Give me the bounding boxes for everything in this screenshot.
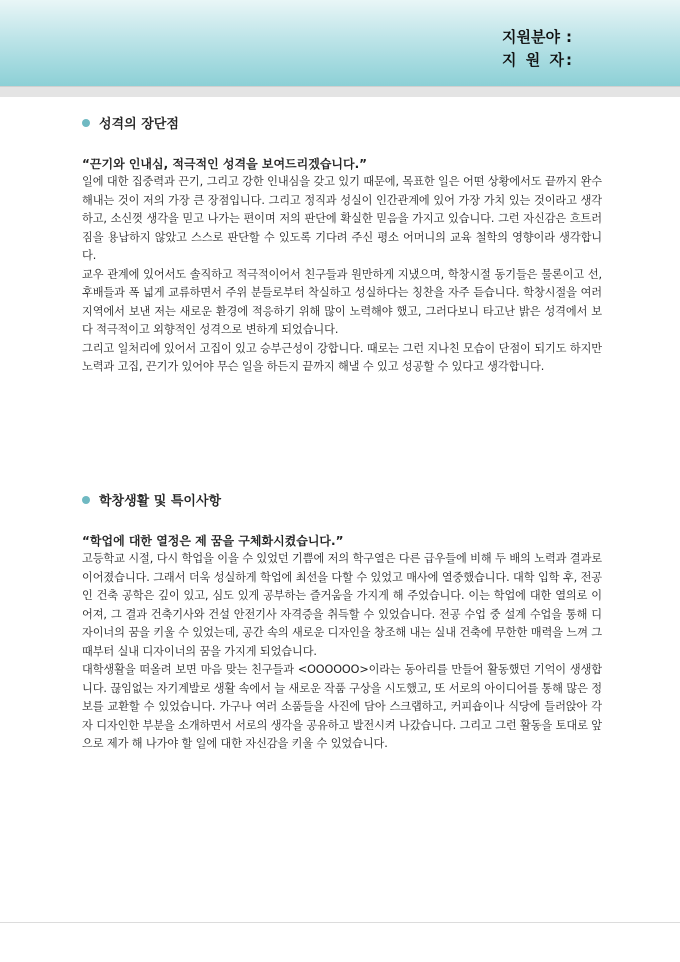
section-title xyxy=(82,490,602,509)
section-school-life xyxy=(82,490,602,754)
bullet-icon xyxy=(82,496,90,504)
paragraph: 일에 대한 집중력과 끈기, 그리고 강한 인내심을 갖고 있기 때문에, 목표한 일은 어떤 상황에서도 끝까지 완수해내는 것이 저의 가장 큰 장점입니다. 그리고 정직과 성실이 인간관계에 있어 가장 가치 있는 것이라고 생각하고, 소신껏 생각을 믿고 나가는 편이며 저의 판단에 확실한 믿음을 가지고 있습니다. 그런 자신감은 흐트러짐을 용납하지 않았고 스스로 판단할 수 있도록 기다려 주신 평소 어머니의 교육 철학의 영향이라 생각합니다. xyxy=(82,175,602,262)
name-colon: : xyxy=(566,51,572,69)
field-colon: : xyxy=(566,28,572,46)
section-quote: “끈기와 인내심, 적극적인 성격을 보여드리겠습니다.” xyxy=(82,157,368,171)
header-divider-band xyxy=(0,86,680,97)
bullet-icon xyxy=(82,119,90,127)
section-title xyxy=(82,113,602,132)
paragraph: 고등학교 시절, 다시 학업을 이을 수 있었던 기쁨에 저의 학구열은 다른 급우들에 비해 두 배의 노력과 결과로 이어졌습니다. 그래서 더욱 성실하게 학업에 최선을 다할 수 있었고 매사에 열중했습니다. 대학 입학 후, 전공인 건축 공학은 깊이 있고, 심도 있게 공부하는 즐거움을 가지게 해 주었습니다. 이는 학업에 대한 열의로 이어져, 그 결과 건축기사와 건설 안전기사 자격증을 취득할 수 있었습니다. 전공 수업 중 설계 수업을 통해 디자이너의 꿈을 키울 수 있었는데, 공간 속의 새로운 디자인을 창조해 내는 실내 건축에 무한한 매력을 느껴 그 때부터 실내 디자이너의 꿈을 가지게 되었습니다. xyxy=(82,552,602,658)
section-title-text: 성격의 장단점 xyxy=(99,117,179,132)
name-row xyxy=(502,49,572,72)
section-personality xyxy=(82,113,602,377)
applicant-info xyxy=(502,26,572,72)
section-title-text: 학창생활 및 특이사항 xyxy=(99,494,222,509)
field-label: 지원분야 xyxy=(502,28,560,46)
field-row xyxy=(502,26,572,49)
paragraph: 그리고 일처리에 있어서 고집이 있고 승부근성이 강합니다. 때로는 그런 지나친 모습이 단점이 되기도 하지만 노력과 고집, 끈기가 있어야 무슨 일을 하든지 끝까지 해낼 수 있고 성공할 수 있다고 생각합니다. xyxy=(82,341,602,373)
header-banner xyxy=(0,0,680,86)
paragraph: 교우 관계에 있어서도 솔직하고 적극적이어서 친구들과 원만하게 지냈으며, 학창시절 동기들은 물론이고 선, 후배들과 폭 넓게 교류하면서 주위 분들로부터 착실하고 성실하다는 칭찬을 자주 듣습니다. 학창시절을 여러 지역에서 보낸 저는 새로운 환경에 적응하기 위해 많이 노력해야 했고, 그러다보니 타고난 밝은 성격에서 보다 적극적이고 외향적인 성격으로 변하게 되었습니다. xyxy=(82,267,602,336)
name-label: 지 원 자 xyxy=(502,51,564,69)
paragraph: 대학생활을 떠올려 보면 마음 맞는 친구들과 <OOOOOO>이라는 동아리를 만들어 활동했던 기억이 생생합니다. 끊임없는 자기계발로 생활 속에서 늘 새로운 작품 구상을 시도했고, 또 서로의 아이디어를 통해 많은 정보를 교환할 수 있었습니다. 가구나 여러 소품들을 사진에 담아 스크랩하고, 커피숍이나 식당에 들러앉아 각자 디자인한 부분을 소개하면서 서로의 생각을 공유하고 발전시켜 나갔습니다. 그리고 그런 활동을 토대로 앞으로 제가 해 나가야 할 일에 대한 자신감을 키울 수 있었습니다. xyxy=(82,663,602,750)
footer-divider xyxy=(0,922,680,923)
section-quote: “학업에 대한 열정은 제 꿈을 구체화시켰습니다.” xyxy=(82,534,344,548)
